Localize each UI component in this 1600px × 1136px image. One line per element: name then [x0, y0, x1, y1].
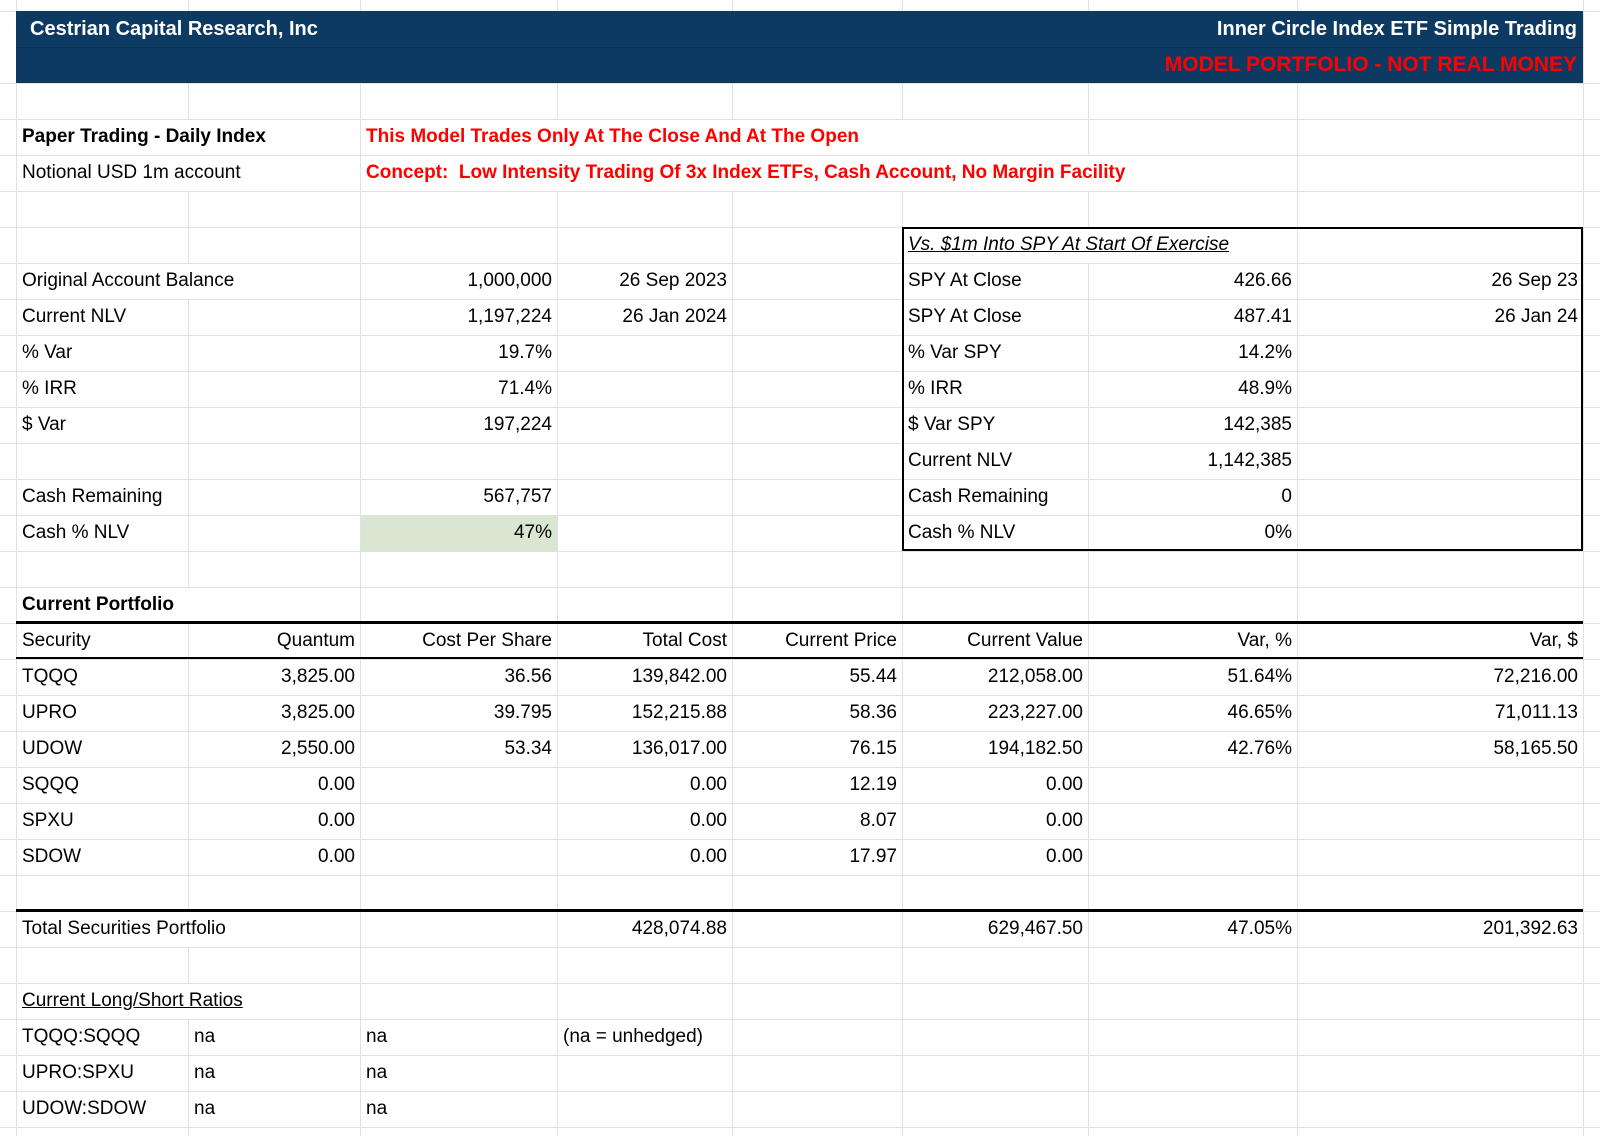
gridline-horizontal: [0, 947, 1600, 948]
gridline-horizontal: [0, 407, 1600, 408]
spy-row-value[interactable]: 1,142,385: [1207, 450, 1292, 471]
col-header-current-price[interactable]: Current Price: [785, 630, 897, 651]
account-row-value[interactable]: 197,224: [483, 414, 552, 435]
current-price-value[interactable]: 55.44: [849, 666, 897, 687]
spy-row-value[interactable]: 48.9%: [1238, 378, 1292, 399]
col-header-var-usd[interactable]: Var, $: [1529, 630, 1578, 651]
col-header-quantum[interactable]: Quantum: [276, 630, 355, 651]
ratio-value-a[interactable]: na: [194, 1098, 216, 1119]
gridline-horizontal: [0, 227, 1600, 228]
portfolio-heading[interactable]: Current Portfolio: [22, 594, 174, 615]
account-row-label[interactable]: Original Account Balance: [22, 270, 235, 291]
gridline-vertical: [1297, 0, 1298, 1136]
current-value-value[interactable]: 0.00: [1046, 810, 1083, 831]
current-value-value[interactable]: 212,058.00: [987, 666, 1083, 687]
account-row-value[interactable]: 1,000,000: [467, 270, 552, 291]
spy-row-label[interactable]: $ Var SPY: [908, 414, 996, 435]
account-row-label[interactable]: $ Var: [22, 414, 67, 435]
var-usd-value[interactable]: 58,165.50: [1493, 738, 1578, 759]
notional-account-label[interactable]: Notional USD 1m account: [22, 162, 241, 183]
account-row-label[interactable]: % IRR: [22, 378, 77, 399]
note-concept[interactable]: Concept: Low Intensity Trading Of 3x Index ETFs, Cash Account, No Margin Facility: [366, 162, 1126, 183]
account-row-label[interactable]: Cash % NLV: [22, 522, 130, 543]
var-pct-total[interactable]: 47.05%: [1227, 918, 1292, 939]
gridline-horizontal: [0, 515, 1600, 516]
gridline-horizontal: [0, 1127, 1600, 1128]
spy-row-value[interactable]: 14.2%: [1238, 342, 1292, 363]
current-price-value[interactable]: 58.36: [849, 702, 897, 723]
col-header-cost-per-share[interactable]: Cost Per Share: [422, 630, 552, 651]
spy-row-label[interactable]: Cash % NLV: [908, 522, 1016, 543]
spy-row-date[interactable]: 26 Jan 24: [1494, 306, 1578, 327]
ratio-value-a[interactable]: na: [194, 1062, 216, 1083]
var-usd-value[interactable]: 71,011.13: [1494, 702, 1578, 723]
quantum-value[interactable]: 0.00: [318, 774, 355, 795]
account-row-label[interactable]: Current NLV: [22, 306, 127, 327]
current-price-value[interactable]: 76.15: [849, 738, 897, 759]
col-header-current-value[interactable]: Current Value: [967, 630, 1083, 651]
spy-row-date[interactable]: 26 Sep 23: [1491, 270, 1578, 291]
quantum-value[interactable]: 0.00: [318, 810, 355, 831]
security-ticker[interactable]: TQQQ: [22, 666, 78, 687]
col-header-total-cost[interactable]: Total Cost: [642, 630, 727, 651]
current-value-value[interactable]: 194,182.50: [987, 738, 1083, 759]
spy-box-title[interactable]: Vs. $1m Into SPY At Start Of Exercise: [908, 234, 1230, 255]
account-row-value[interactable]: 19.7%: [498, 342, 552, 363]
gridline-horizontal: [0, 371, 1600, 372]
account-row-value[interactable]: 1,197,224: [467, 306, 552, 327]
ratio-value-b[interactable]: na: [366, 1098, 388, 1119]
current-price-value[interactable]: 8.07: [860, 810, 897, 831]
total-cost-value[interactable]: 139,842.00: [631, 666, 727, 687]
cash-pct-nlv-value[interactable]: 47%: [513, 522, 552, 543]
spy-row-label[interactable]: % IRR: [908, 378, 963, 399]
ratio-legend[interactable]: (na = unhedged): [563, 1026, 703, 1047]
ratio-value-b[interactable]: na: [366, 1062, 388, 1083]
ratios-heading[interactable]: Current Long/Short Ratios: [22, 990, 243, 1011]
spy-row-label[interactable]: SPY At Close: [908, 270, 1022, 291]
total-cost-value[interactable]: 0.00: [690, 810, 727, 831]
gridline-horizontal: [0, 83, 1600, 84]
gridline-horizontal: [0, 443, 1600, 444]
security-ticker[interactable]: UDOW: [22, 738, 83, 759]
spy-row-value[interactable]: 142,385: [1223, 414, 1292, 435]
var-usd-total[interactable]: 201,392.63: [1482, 918, 1578, 939]
account-row-label[interactable]: Cash Remaining: [22, 486, 163, 507]
cost-per-share-value[interactable]: 53.34: [504, 738, 552, 759]
total-cost-value[interactable]: 136,017.00: [631, 738, 727, 759]
spy-row-value[interactable]: 0: [1281, 486, 1292, 507]
spy-row-label[interactable]: Current NLV: [908, 450, 1013, 471]
var-usd-value[interactable]: 72,216.00: [1493, 666, 1578, 687]
note-trades-close-open[interactable]: This Model Trades Only At The Close And At The Open: [366, 126, 859, 147]
var-pct-value[interactable]: 42.76%: [1227, 738, 1292, 759]
account-row-date[interactable]: 26 Sep 2023: [619, 270, 727, 291]
spy-row-label[interactable]: % Var SPY: [908, 342, 1002, 363]
spy-row-value[interactable]: 426.66: [1233, 270, 1292, 291]
company-name[interactable]: Cestrian Capital Research, Inc: [30, 18, 318, 40]
current-value-value[interactable]: 0.00: [1046, 846, 1083, 867]
account-row-label[interactable]: % Var: [22, 342, 73, 363]
gridline-horizontal: [0, 551, 1600, 552]
total-cost-value[interactable]: 0.00: [690, 774, 727, 795]
quantum-value[interactable]: 3,825.00: [281, 666, 355, 687]
var-pct-value[interactable]: 46.65%: [1227, 702, 1292, 723]
ratio-pair[interactable]: UPRO:SPXU: [22, 1062, 134, 1083]
var-pct-value[interactable]: 51.64%: [1227, 666, 1292, 687]
model-portfolio-disclaimer[interactable]: MODEL PORTFOLIO - NOT REAL MONEY: [1164, 53, 1577, 76]
total-cost-value[interactable]: 0.00: [690, 846, 727, 867]
total-portfolio-label[interactable]: Total Securities Portfolio: [22, 918, 226, 939]
security-ticker[interactable]: UPRO: [22, 702, 77, 723]
account-row-date[interactable]: 26 Jan 2024: [622, 306, 727, 327]
ratio-value-b[interactable]: na: [366, 1026, 388, 1047]
spy-row-value[interactable]: 0%: [1264, 522, 1292, 543]
quantum-value[interactable]: 3,825.00: [281, 702, 355, 723]
spy-row-label[interactable]: Cash Remaining: [908, 486, 1049, 507]
gridline-horizontal: [0, 479, 1600, 480]
current-price-value[interactable]: 12.19: [849, 774, 897, 795]
ratio-pair[interactable]: UDOW:SDOW: [22, 1098, 147, 1119]
spy-row-value[interactable]: 487.41: [1233, 306, 1292, 327]
cost-per-share-value[interactable]: 39.795: [493, 702, 552, 723]
quantum-value[interactable]: 0.00: [318, 846, 355, 867]
gridline-horizontal: [0, 875, 1600, 876]
security-ticker[interactable]: SQQQ: [22, 774, 80, 795]
account-row-value[interactable]: 567,757: [483, 486, 552, 507]
current-value-value[interactable]: 223,227.00: [987, 702, 1083, 723]
gridline-horizontal: [0, 191, 1600, 192]
col-header-var-pct[interactable]: Var, %: [1237, 630, 1292, 651]
col-header-security[interactable]: Security: [22, 630, 91, 651]
ratio-pair[interactable]: TQQQ:SQQQ: [22, 1026, 141, 1047]
total-cost-value[interactable]: 152,215.88: [631, 702, 727, 723]
security-ticker[interactable]: SPXU: [22, 810, 74, 831]
quantum-value[interactable]: 2,550.00: [281, 738, 355, 759]
total-cost-total[interactable]: 428,074.88: [631, 918, 727, 939]
gridline-vertical: [1583, 0, 1584, 1136]
paper-trading-heading[interactable]: Paper Trading - Daily Index: [22, 126, 266, 147]
current-value-value[interactable]: 0.00: [1046, 774, 1083, 795]
gridline-horizontal: [0, 335, 1600, 336]
account-row-value[interactable]: 71.4%: [498, 378, 552, 399]
current-price-value[interactable]: 17.97: [849, 846, 897, 867]
product-title[interactable]: Inner Circle Index ETF Simple Trading: [1216, 18, 1577, 40]
cost-per-share-value[interactable]: 36.56: [504, 666, 552, 687]
spy-row-label[interactable]: SPY At Close: [908, 306, 1022, 327]
current-value-total[interactable]: 629,467.50: [987, 918, 1083, 939]
security-ticker[interactable]: SDOW: [22, 846, 82, 867]
ratio-value-a[interactable]: na: [194, 1026, 216, 1047]
